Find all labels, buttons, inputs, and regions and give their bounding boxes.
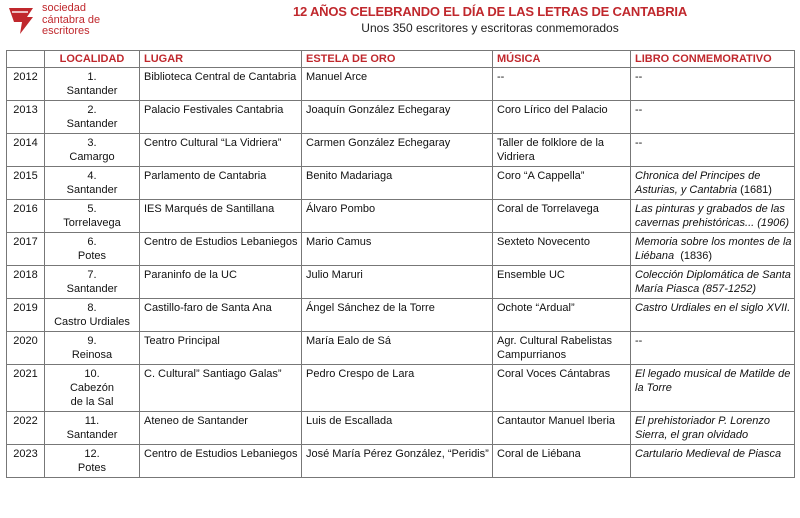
localidad-cell [45,266,140,299]
lugar-cell: Biblioteca Central de Cantabria [140,68,302,101]
localidad-cell [45,167,140,200]
year-cell: 2023 [7,445,45,478]
lugar-cell: Parlamento de Cantabria [140,167,302,200]
lugar-cell: Castillo-faro de Santa Ana [140,299,302,332]
year-cell: 2014 [7,134,45,167]
libro-line: la Torre [635,382,672,394]
libro-cell [631,134,795,167]
table-row [7,233,795,266]
localidad-number: 1. [87,71,97,83]
estela-cell: Carmen González Echegaray [302,134,493,167]
libro-cell [631,200,795,233]
musica-line: Coro Lírico del Palacio [497,104,608,116]
column-header-localidad: LOCALIDAD [45,51,140,68]
table-row [7,445,795,478]
localidad-name: Reinosa [71,349,113,361]
lugar-cell: Centro Cultural “La Vidriera” [140,134,302,167]
libro-line: El prehistoriador P. Lorenzo [635,415,770,427]
musica-line: Sexteto Novecento [497,236,590,248]
localidad-cell [45,412,140,445]
libro-line: Cartulario Medieval de Piasca [635,448,782,460]
localidad-cell [45,68,140,101]
lugar-cell: Centro de Estudios Lebaniegos [140,445,302,478]
localidad-name: Potes [77,462,107,474]
localidad-cell [45,299,140,332]
musica-line: Ochote “Ardual” [497,302,575,314]
lugar-cell: Teatro Principal [140,332,302,365]
year-cell: 2015 [7,167,45,200]
year-cell: 2016 [7,200,45,233]
table-row [7,412,795,445]
estela-cell: José María Pérez González, “Peridis” [302,445,493,478]
musica-line: Taller de folklore de la [497,137,605,149]
localidad-name: de la Sal [70,396,114,408]
musica-cell [493,332,631,365]
estela-cell: Manuel Arce [302,68,493,101]
estela-cell: Mario Camus [302,233,493,266]
libro-cell [631,266,795,299]
table-row [7,266,795,299]
localidad-number: 10. [84,368,100,380]
libro-line: Colección Diplomática de Santa [635,269,791,281]
estela-cell: María Ealo de Sá [302,332,493,365]
libro-year: (1836) [674,250,713,262]
libro-line: Memoria sobre los montes de la [635,236,792,248]
musica-cell [493,233,631,266]
year-cell: 2020 [7,332,45,365]
musica-line: Campurrianos [497,349,567,361]
year-cell: 2021 [7,365,45,412]
localidad-name: Santander [66,118,118,130]
logo-quill-icon [6,4,36,36]
year-cell: 2018 [7,266,45,299]
musica-line: Coral de Liébana [497,448,581,460]
musica-cell [493,299,631,332]
estela-cell: Pedro Crespo de Lara [302,365,493,412]
musica-line: Agr. Cultural Rabelistas [497,335,612,347]
lugar-cell: IES Marqués de Santillana [140,200,302,233]
estela-cell: Luis de Escallada [302,412,493,445]
localidad-name: Camargo [69,151,115,163]
table-header-row [7,51,795,68]
table-row [7,299,795,332]
estela-cell: Joaquín González Echegaray [302,101,493,134]
celebrations-table [6,50,795,478]
musica-cell [493,134,631,167]
estela-cell: Álvaro Pombo [302,200,493,233]
lugar-cell: Palacio Festivales Cantabria [140,101,302,134]
logo-line-3: escritores [42,25,90,37]
libro-cell [631,445,795,478]
logo-text [42,3,100,38]
libro-line: -- [635,335,643,347]
logo [6,2,156,40]
localidad-number: 5. [87,203,97,215]
lugar-cell: Ateneo de Santander [140,412,302,445]
table-row [7,68,795,101]
localidad-cell [45,101,140,134]
column-header-lugar: LUGAR [140,51,302,68]
libro-line: -- [635,137,643,149]
localidad-cell [45,200,140,233]
localidad-number: 11. [84,415,100,427]
page-title: 12 AÑOS CELEBRANDO EL DÍA DE LAS LETRAS DE CANTABRIA [292,4,688,19]
musica-cell [493,266,631,299]
localidad-name: Potes [77,250,107,262]
table-body [7,68,795,478]
localidad-name: Santander [66,85,118,97]
libro-title-part: Asturias, y Cantabria [635,184,738,196]
libro-line: María Piasca (857-1252) [635,283,757,295]
musica-line: Ensemble UC [497,269,565,281]
logo-line-1: sociedad [42,2,87,14]
libro-cell [631,299,795,332]
libro-cell [631,332,795,365]
libro-cell [631,365,795,412]
year-cell: 2012 [7,68,45,101]
localidad-cell [45,233,140,266]
musica-line: Cantautor Manuel Iberia [497,415,616,427]
estela-cell: Benito Madariaga [302,167,493,200]
year-cell: 2017 [7,233,45,266]
localidad-number: 8. [87,302,97,314]
table-row [7,200,795,233]
table-row [7,332,795,365]
libro-title-part: Liébana [635,250,675,262]
page-subtitle: Unos 350 escritores y escritoras conmemorados [361,21,619,35]
libro-line [635,249,790,263]
musica-cell [493,412,631,445]
localidad-name: Torrelavega [63,217,121,229]
musica-line: Vidriera [497,151,535,163]
localidad-name: Santander [66,184,118,196]
libro-line: cavernas prehistóricas... (1906) [635,217,790,229]
localidad-cell [45,445,140,478]
logo-line-2: cántabra de [42,13,101,26]
localidad-name: Santander [66,429,118,441]
localidad-name: Cabezón [69,382,115,394]
lugar-cell: C. Cultural” Santiago Galas” [140,365,302,412]
libro-cell [631,233,795,266]
localidad-cell [45,332,140,365]
table-row [7,134,795,167]
musica-line: Coro “A Cappella” [497,170,585,182]
libro-line: Sierra, el gran olvidado [635,429,749,441]
musica-cell [493,167,631,200]
localidad-number: 12. [84,448,100,460]
libro-line: -- [635,71,643,83]
localidad-number: 9. [87,335,97,347]
lugar-cell: Paraninfo de la UC [140,266,302,299]
localidad-name: Santander [66,283,118,295]
localidad-number: 7. [87,269,97,281]
localidad-name: Castro Urdiales [54,316,130,328]
libro-line: El legado musical de Matilde de [635,368,791,380]
year-cell: 2022 [7,412,45,445]
libro-cell [631,101,795,134]
localidad-number: 6. [87,236,97,248]
musica-cell [493,68,631,101]
musica-cell [493,101,631,134]
libro-line [635,183,790,197]
musica-line: -- [497,71,505,83]
localidad-cell [45,134,140,167]
musica-line: Coral Voces Cántabras [497,368,611,380]
table-row [7,167,795,200]
libro-cell [631,68,795,101]
libro-cell [631,412,795,445]
localidad-number: 3. [87,137,97,149]
libro-line: Las pinturas y grabados de las [635,203,785,215]
musica-cell [493,365,631,412]
localidad-number: 2. [87,104,97,116]
column-header-musica: MÚSICA [493,51,631,68]
localidad-cell [45,365,140,412]
libro-cell [631,167,795,200]
libro-year: (1681) [737,184,772,196]
musica-cell [493,200,631,233]
table-row [7,365,795,412]
column-header-year [7,51,45,68]
year-cell: 2019 [7,299,45,332]
libro-line: Chronica del Principes de [635,170,761,182]
musica-cell [493,445,631,478]
column-header-estela: ESTELA DE ORO [302,51,493,68]
musica-line: Coral de Torrelavega [497,203,599,215]
column-header-libro: LIBRO CONMEMORATIVO [631,51,795,68]
estela-cell: Ángel Sánchez de la Torre [302,299,493,332]
table-row [7,101,795,134]
estela-cell: Julio Maruri [302,266,493,299]
localidad-number: 4. [87,170,97,182]
libro-line: Castro Urdiales en el siglo XVII. [635,302,791,314]
libro-line: -- [635,104,643,116]
lugar-cell: Centro de Estudios Lebaniegos [140,233,302,266]
year-cell: 2013 [7,101,45,134]
